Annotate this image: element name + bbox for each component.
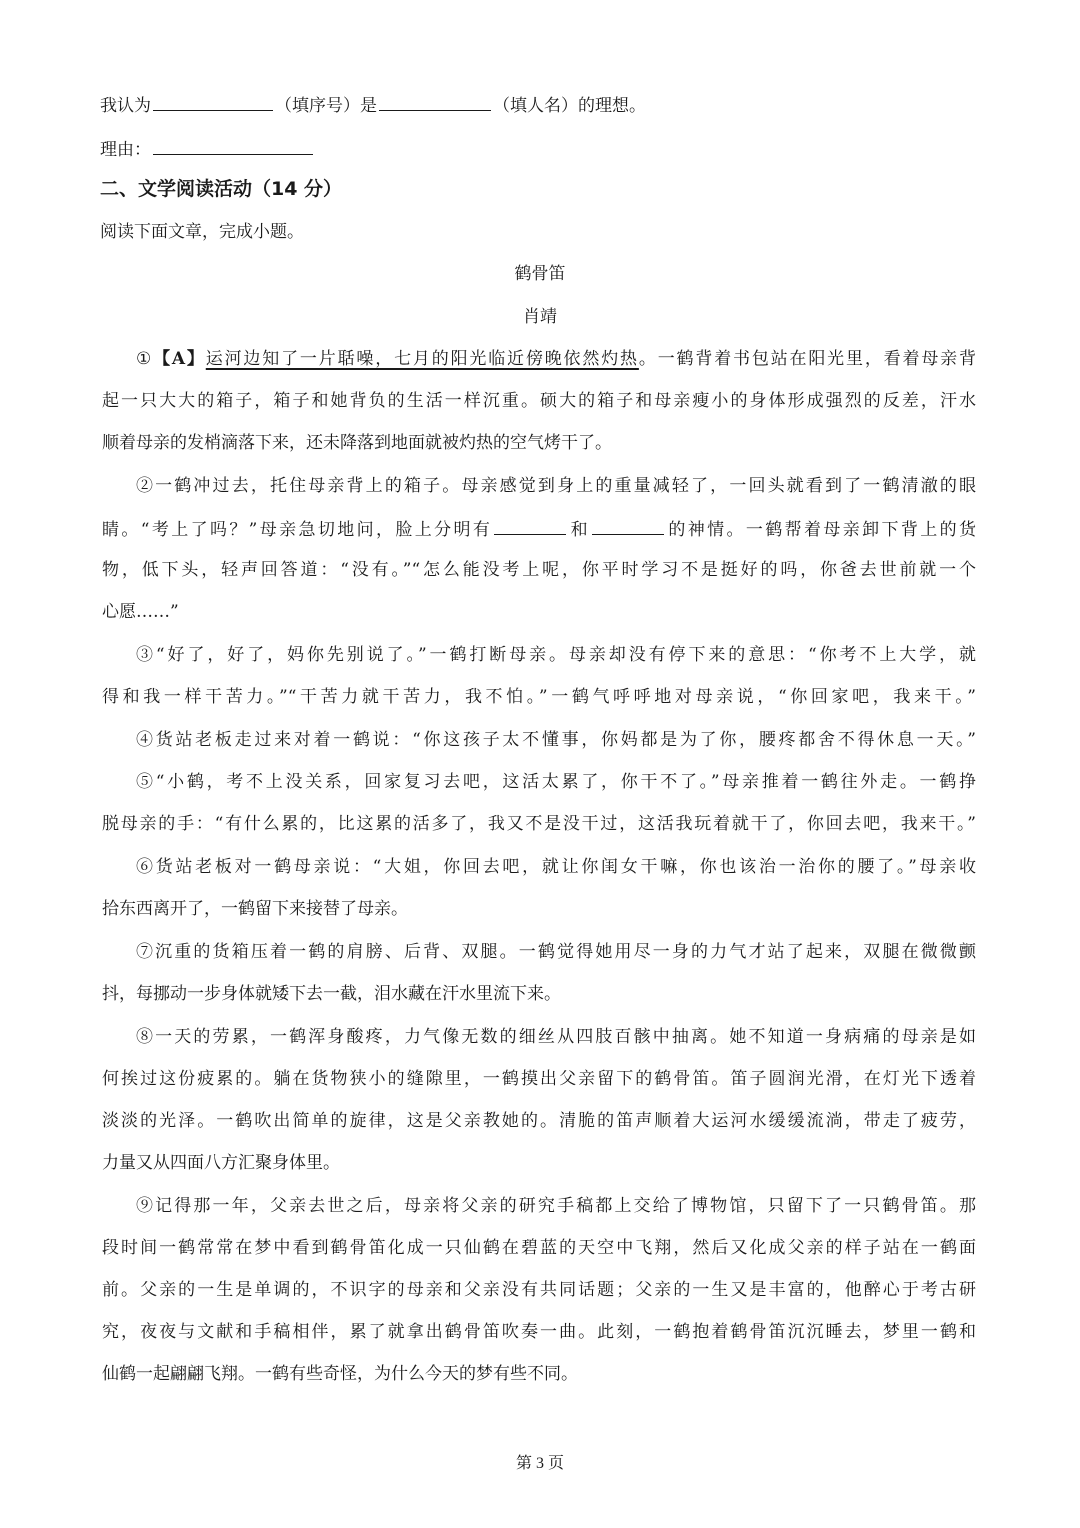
paragraph-5-line-2: 脱母亲的手：“有什么累的，比这累的活多了，我又不是没干过，这活我玩着就干了，你回去吧，我来干。” xyxy=(102,814,976,834)
paragraph-9-line-3: 前。父亲的一生是单调的，不识字的母亲和父亲没有共同话题；父亲的一生又是丰富的，他醉心于考古研 xyxy=(102,1280,976,1300)
paragraph-number: ① xyxy=(136,349,154,369)
paragraph-2-line-2 xyxy=(102,516,976,542)
paragraph-9-line-4: 究，夜夜与文献和手稿相伴，累了就拿出鹤骨笛吹奏一曲。此刻，一鹤抱着鹤骨笛沉沉睡去，梦里一鹤和 xyxy=(102,1322,976,1342)
answer-middle: （填序号）是 xyxy=(275,96,377,116)
paragraph-7-line-1: ⑦沉重的货箱压着一鹤的肩膀、后背、双腿。一鹤觉得她用尽一身的力气才站了起来，双腿在微微颤 xyxy=(136,942,976,962)
paragraph-1-line-2: 起一只大大的箱子，箱子和她背负的生活一样沉重。硕大的箱子和母亲瘦小的身体形成强烈的反差，汗水 xyxy=(102,391,976,411)
paragraph-9-line-5: 仙鹤一起翩翩飞翔。一鹤有些奇怪，为什么今天的梦有些不同。 xyxy=(102,1364,578,1384)
paragraph-6-line-2: 拾东西离开了，一鹤留下来接替了母亲。 xyxy=(102,899,408,919)
paragraph-text: 和 xyxy=(568,520,590,540)
paragraph-1-line-3: 顺着母亲的发梢滴落下来，还未降落到地面就被灼热的空气烤干了。 xyxy=(102,433,612,453)
paragraph-3-line-2: 得和我一样干苦力。”“干苦力就干苦力，我不怕。”一鹤气呼呼地对母亲说，“你回家吧，我来干。” xyxy=(102,687,976,707)
answer-prefix: 我认为 xyxy=(100,96,151,116)
paragraph-8-line-4: 力量又从四面八方汇聚身体里。 xyxy=(102,1153,340,1173)
article-title: 鹤骨笛 xyxy=(514,264,566,284)
paragraph-7-line-2: 抖，每挪动一步身体就矮下去一截，泪水藏在汗水里流下来。 xyxy=(102,984,561,1004)
paragraph-1-line-1 xyxy=(136,347,976,371)
fill-blank-emotion-1[interactable] xyxy=(494,516,566,535)
fill-blank-reason[interactable] xyxy=(153,136,313,155)
fill-blank-number[interactable] xyxy=(153,92,273,111)
section-title: 二、文学阅读活动（14 分） xyxy=(100,178,343,200)
paragraph-2-line-3: 物，低下头，轻声回答道：“没有。”“怎么能没考上呢，你平时学习不是挺好的吗，你爸去世前就一个 xyxy=(102,560,976,580)
article-author: 肖靖 xyxy=(523,307,557,327)
paragraph-2-line-1: ②一鹤冲过去，托住母亲背上的箱子。母亲感觉到身上的重量减轻了，一回头就看到了一鹤清澈的眼 xyxy=(136,476,976,496)
fill-blank-name[interactable] xyxy=(379,92,491,111)
paragraph-8-line-2: 何挨过这份疲累的。躺在货物狭小的缝隙里，一鹤摸出父亲留下的鹤骨笛。笛子圆润光滑，在灯光下透着 xyxy=(102,1069,976,1089)
paragraph-9-line-1: ⑨记得那一年，父亲去世之后，母亲将父亲的研究手稿都上交给了博物馆，只留下了一只鹤骨笛。那 xyxy=(136,1196,976,1216)
paragraph-8-line-1: ⑧一天的劳累，一鹤浑身酸疼，力气像无数的细丝从四肢百骸中抽离。她不知道一身病痛的母亲是如 xyxy=(136,1027,976,1047)
paragraph-2-line-4: 心愿……” xyxy=(102,602,179,622)
paragraph-text: 的神情。一鹤帮着母亲卸下背上的货 xyxy=(666,520,976,540)
answer-sentence xyxy=(100,92,646,118)
page-number: 第 3 页 xyxy=(515,1455,564,1472)
paragraph-text: 睛。“考上了吗？”母亲急切地问，脸上分明有 xyxy=(102,520,493,540)
paragraph-9-line-2: 段时间一鹤常常在梦中看到鹤骨笛化成一只仙鹤在碧蓝的天空中飞翔，然后又化成父亲的样子站在一鹤面 xyxy=(102,1238,976,1258)
paragraph-3-line-1: ③“好了，好了，妈你先别说了。”一鹤打断母亲。母亲却没有停下来的意思：“你考不上大学，就 xyxy=(136,645,976,665)
answer-suffix: （填人名）的理想。 xyxy=(493,96,646,116)
paragraph-5-line-1: ⑤“小鹤，考不上没关系，回家复习去吧，这活太累了，你干不了。”母亲推着一鹤往外走。一鹤挣 xyxy=(136,772,976,792)
underlined-sentence: 运河边知了一片聒噪，七月的阳光临近傍晚依然灼热 xyxy=(205,349,639,369)
fill-blank-emotion-2[interactable] xyxy=(592,516,664,535)
marker-a: 【A】 xyxy=(153,349,206,369)
paragraph-4-line-1: ④货站老板走过来对着一鹤说：“你这孩子太不懂事，你妈都是为了你，腰疼都舍不得休息一天。” xyxy=(136,730,976,750)
paragraph-text: 。一鹤背着书包站在阳光里，看着母亲背 xyxy=(638,349,976,369)
reason-label: 理由： xyxy=(100,140,151,160)
section-instruction: 阅读下面文章，完成小题。 xyxy=(100,222,304,242)
reason-line xyxy=(100,136,315,162)
paragraph-6-line-1: ⑥货站老板对一鹤母亲说：“大姐，你回去吧，就让你闺女干嘛，你也该治一治你的腰了。”母亲收 xyxy=(136,857,976,877)
paragraph-8-line-3: 淡淡的光泽。一鹤吹出简单的旋律，这是父亲教她的。清脆的笛声顺着大运河水缓缓流淌，带走了疲劳， xyxy=(102,1111,976,1131)
